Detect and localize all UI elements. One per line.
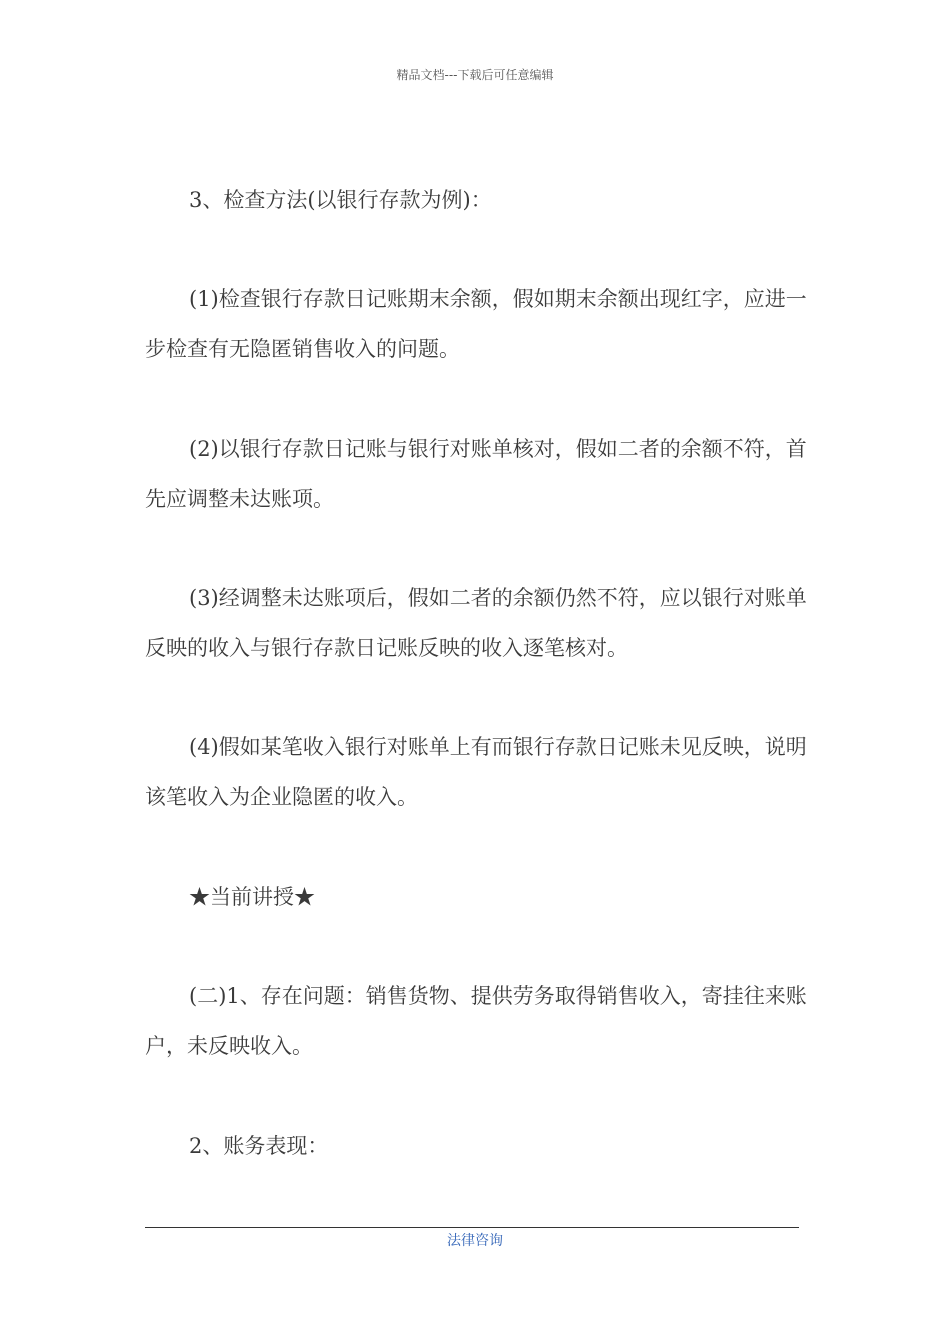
paragraph-step-1: (1)检查银行存款日记账期末余额，假如期末余额出现红字，应进一步检查有无隐匿销售收入的问题。 [145, 287, 807, 361]
paragraph-step-3: (3)经调整未达账项后，假如二者的余额仍然不符，应以银行对账单反映的收入与银行存款日记账反映的收入逐笔核对。 [145, 586, 807, 660]
paragraph-step-4: (4)假如某笔收入银行对账单上有而银行存款日记账未见反映，说明该笔收入为企业隐匿的收入。 [145, 735, 807, 809]
footer-divider [145, 1227, 799, 1228]
paragraph-step-2: (2)以银行存款日记账与银行对账单核对，假如二者的余额不符，首先应调整未达账项。 [145, 437, 807, 511]
footer-link[interactable]: 法律咨询 [447, 1233, 503, 1249]
paragraph-section-2-problem: (二)1、存在问题：销售货物、提供劳务取得销售收入，寄挂往来账户，未反映收入。 [145, 984, 807, 1058]
paragraph-accounting-performance: 2、账务表现： [189, 1134, 329, 1158]
paragraph-current-lecture: ★当前讲授★ [189, 885, 315, 909]
paragraph-method-heading: 3、检查方法(以银行存款为例)： [189, 188, 492, 212]
page-header: 精品文档---下载后可任意编辑 [396, 68, 554, 82]
